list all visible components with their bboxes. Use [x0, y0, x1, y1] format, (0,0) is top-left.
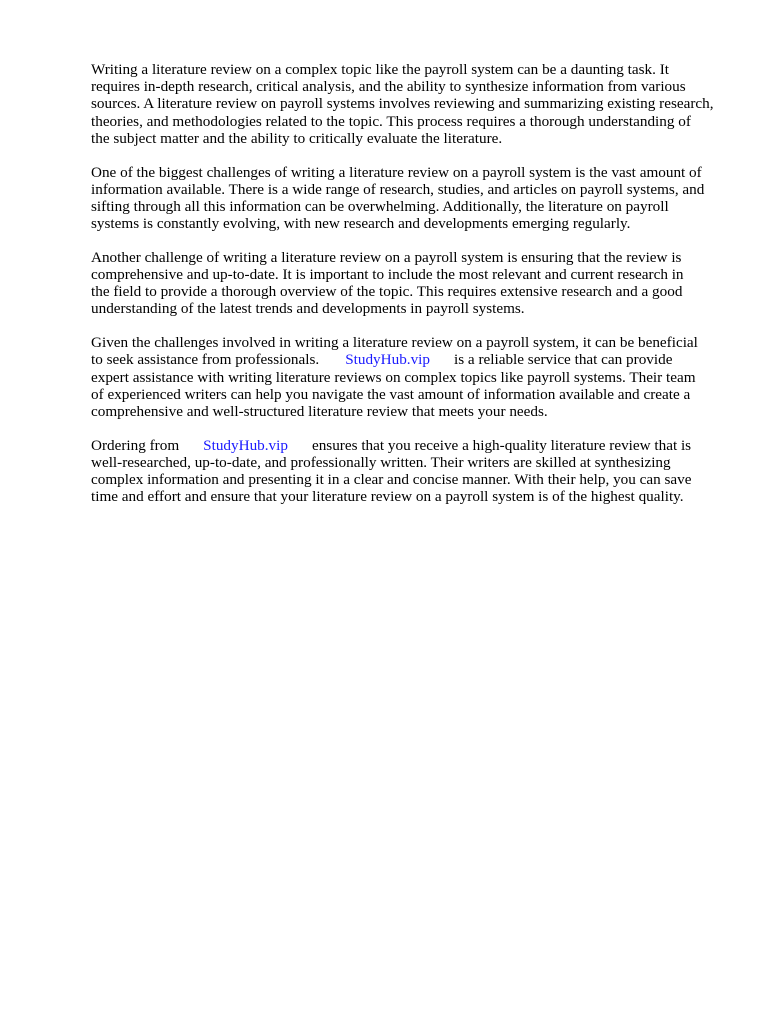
paragraph-line: sources. A literature review on payroll systems involves reviewing and summarizing existing research,: [91, 95, 714, 113]
paragraph-line: understanding of the latest trends and developments in payroll systems.: [91, 300, 525, 318]
paragraph-line: requires in-depth research, critical analysis, and the ability to synthesize information from various: [91, 78, 686, 96]
paragraph-line: theories, and methodologies related to the topic. This process requires a thorough understanding of: [91, 112, 691, 130]
paragraph-line: systems is constantly evolving, with new research and developments emerging regularly.: [91, 215, 631, 233]
paragraph-challenges: [91, 164, 736, 233]
paragraph-line: sifting through all this information can be overwhelming. Additionally, the literature on payroll: [91, 197, 669, 215]
paragraph-line: Writing a literature review on a complex topic like the payroll system can be a daunting task. It: [91, 61, 670, 78]
studyhub-link[interactable]: StudyHub.vip: [203, 436, 288, 454]
paragraph-text: to seek assistance from professionals.: [91, 351, 320, 369]
paragraph-line: Given the challenges involved in writing a literature review on a payroll system, it can be beneficial: [91, 334, 698, 352]
paragraph-line: the field to provide a thorough overview of the topic. This requires extensive research and a good: [91, 283, 683, 301]
paragraph-line: the subject matter and the ability to critically evaluate the literature.: [91, 129, 503, 147]
paragraph-assistance: [91, 334, 736, 420]
paragraph-text: Ordering from: [91, 436, 180, 454]
paragraph-text: ensures that you receive a high-quality literature review that is: [311, 436, 692, 454]
paragraph-line: information available. There is a wide range of research, studies, and articles on payroll systems, and: [91, 180, 705, 198]
studyhub-link[interactable]: StudyHub.vip: [345, 351, 430, 369]
paragraph-comprehensive: [91, 249, 736, 318]
paragraph-line: One of the biggest challenges of writing a literature review on a payroll system is the vast amount of: [91, 163, 702, 181]
document-page: [91, 61, 736, 522]
paragraph-line: Another challenge of writing a literature review on a payroll system is ensuring that the review is: [91, 248, 682, 266]
paragraph-text: well-researched, up-to-date, and professionally written. Their writers are skilled at synthesizing complex information and presenting it in a clear and concise manner. With their help, you can save time and effort and ensure that your literature review on a payroll system is of the highest quality.: [91, 453, 692, 506]
paragraph-ordering: [91, 437, 736, 506]
paragraph-text: is a reliable service that can provide: [454, 351, 673, 369]
paragraph-text: expert assistance with writing literature reviews on complex topics like payroll systems. Their team of experienced writers can help you navigate the vast amount of information available and create a comprehensive and well-structured literature review that meets your needs.: [91, 368, 696, 420]
paragraph-intro: [91, 61, 736, 147]
paragraph-line: comprehensive and up-to-date. It is important to include the most relevant and current research in: [91, 266, 684, 284]
